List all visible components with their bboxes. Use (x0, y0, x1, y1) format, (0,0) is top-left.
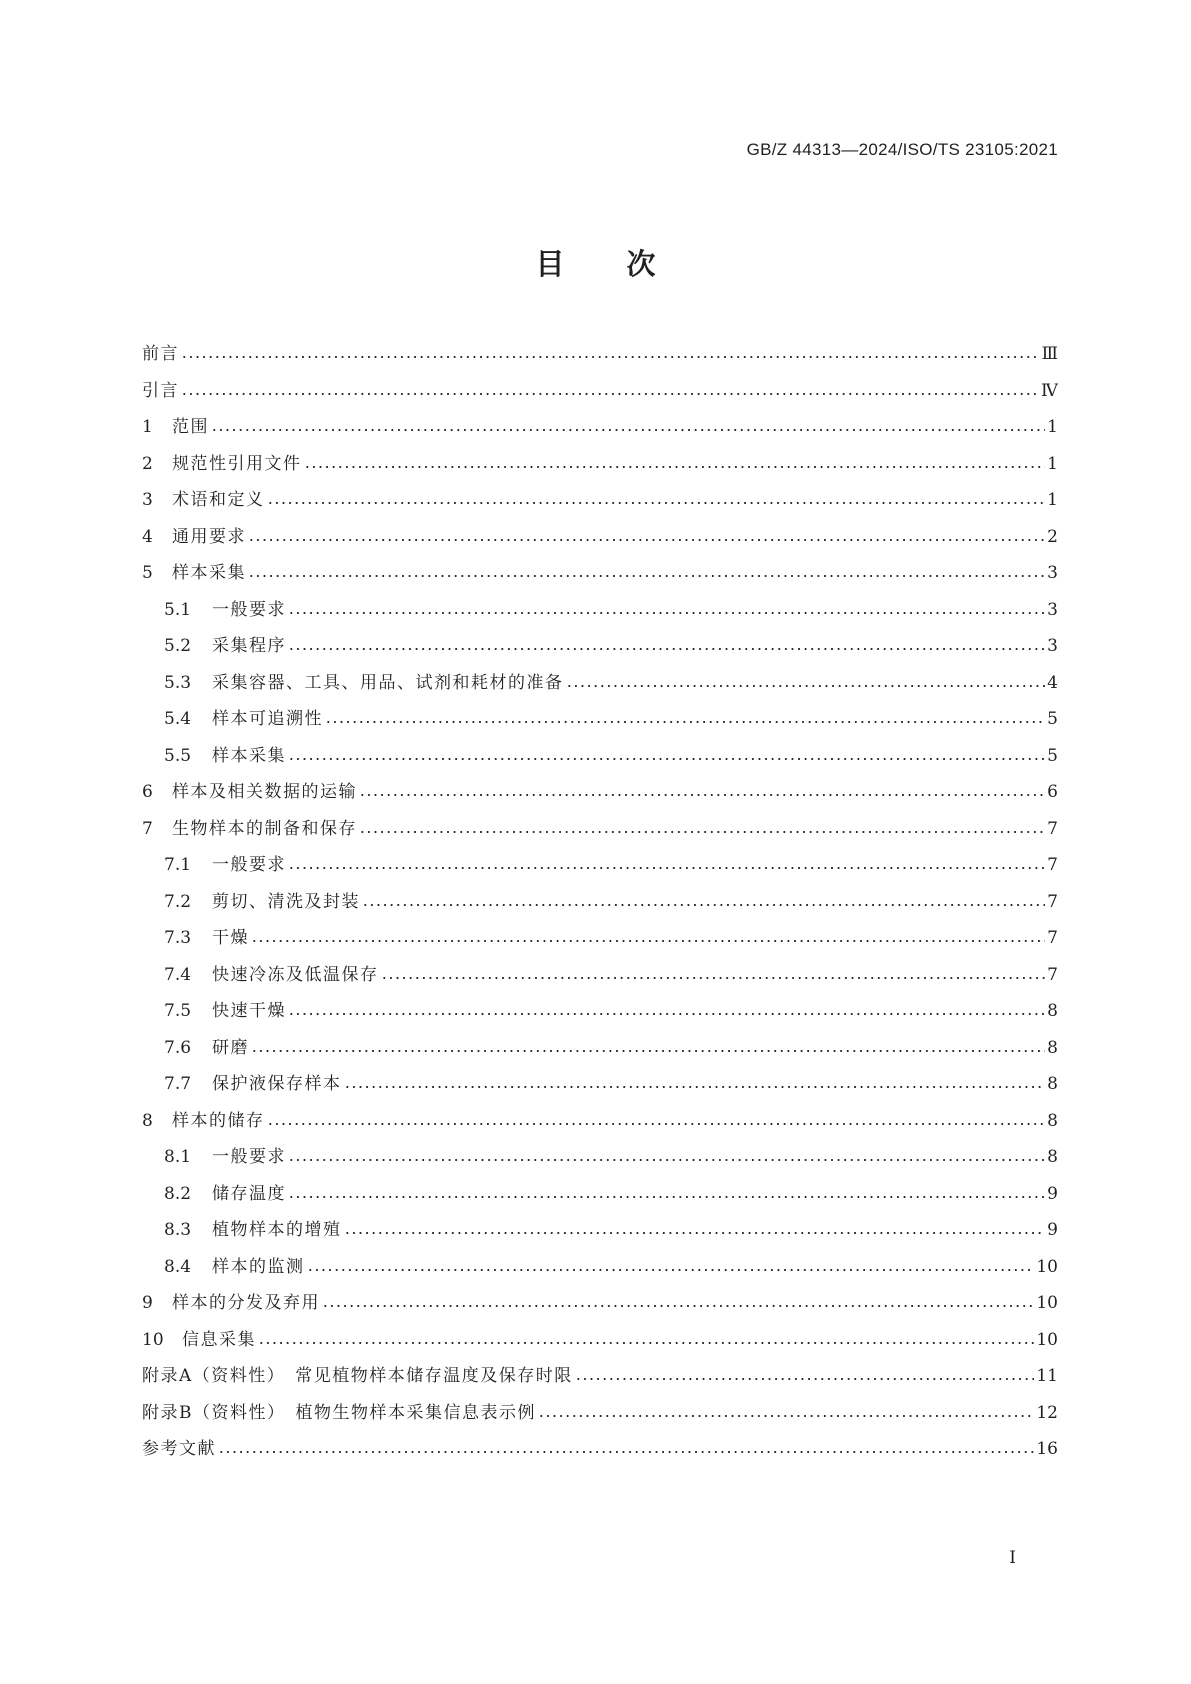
toc-entry[interactable] (142, 811, 1058, 848)
toc-entry[interactable] (142, 1066, 1058, 1103)
toc-entry[interactable] (142, 847, 1058, 884)
toc-entry[interactable] (142, 1176, 1058, 1213)
toc-entry-title: 术语和定义 (172, 490, 265, 511)
toc-entry[interactable] (142, 373, 1058, 410)
toc-entry[interactable] (142, 1249, 1058, 1286)
toc-entry-title: 样本的分发及弃用 (172, 1293, 320, 1314)
dot-leader (325, 721, 1045, 723)
toc-entry[interactable] (142, 1322, 1058, 1359)
dot-leader (381, 977, 1046, 979)
toc-entry-number: 8.2 (164, 1183, 192, 1204)
toc-entry-page: 7 (1047, 928, 1058, 949)
toc-entry-page: 5 (1047, 745, 1058, 766)
toc-entry-number: 5 (142, 563, 153, 584)
dot-leader (304, 466, 1046, 468)
dot-leader (288, 612, 1045, 614)
toc-entry-title: 信息采集 (182, 1329, 256, 1350)
toc-entry-title: 样本采集 (212, 745, 286, 766)
toc-entry-title: 规范性引用文件 (172, 453, 302, 474)
toc-entry[interactable] (142, 665, 1058, 702)
dot-leader (181, 356, 1040, 358)
toc-entry-number: 5.3 (164, 672, 192, 693)
toc-entry-page: 9 (1047, 1220, 1058, 1241)
toc-entry-page: 4 (1047, 672, 1058, 693)
toc-entry-page: 11 (1036, 1366, 1058, 1387)
dot-leader (322, 1305, 1034, 1307)
toc-entry-number: 7.4 (164, 964, 192, 985)
toc-entry-page: 8 (1047, 1147, 1058, 1168)
toc-entry-title: 剪切、清洗及封装 (212, 891, 360, 912)
toc-entry-title: 一般要求 (212, 599, 286, 620)
dot-leader (218, 1451, 1034, 1453)
toc-entry-number: 5.4 (164, 709, 192, 730)
dot-leader (248, 575, 1045, 577)
toc-entry-title: 快速干燥 (212, 1001, 286, 1022)
toc-entry[interactable] (142, 446, 1058, 483)
toc-entry[interactable] (142, 519, 1058, 556)
toc-entry-title: 附录A（资料性） 常见植物样本储存温度及保存时限 (142, 1366, 573, 1387)
toc-entry-title: 研磨 (212, 1037, 249, 1058)
toc-entry-title: 样本的储存 (172, 1110, 265, 1131)
toc-entry-title: 生物样本的制备和保存 (172, 818, 357, 839)
dot-leader (181, 393, 1039, 395)
dot-leader (288, 758, 1045, 760)
toc-entry-number: 10 (142, 1329, 164, 1350)
toc-entry[interactable] (142, 336, 1058, 373)
dot-leader (538, 1415, 1034, 1417)
dot-leader (344, 1086, 1046, 1088)
dot-leader (248, 539, 1045, 541)
toc-entry-title: 一般要求 (212, 855, 286, 876)
toc-entry[interactable] (142, 1212, 1058, 1249)
toc-entry-title: 植物样本的增殖 (212, 1220, 342, 1241)
toc-entry-title: 样本可追溯性 (212, 709, 323, 730)
dot-leader (307, 1269, 1035, 1271)
toc-entry-title: 参考文献 (142, 1439, 216, 1460)
toc-entry-page: 7 (1047, 818, 1058, 839)
toc-entry-page: 5 (1047, 709, 1058, 730)
toc-entry-page: 8 (1047, 1001, 1058, 1022)
toc-entry-number: 7.1 (164, 855, 192, 876)
toc-entry-number: 7.5 (164, 1001, 192, 1022)
table-of-contents (142, 336, 1058, 1468)
toc-entry-page: 3 (1047, 563, 1058, 584)
toc-entry-page: 10 (1036, 1329, 1058, 1350)
toc-entry[interactable] (142, 1431, 1058, 1468)
dot-leader (344, 1232, 1046, 1234)
toc-entry-title: 保护液保存样本 (212, 1074, 342, 1095)
dot-leader (288, 648, 1045, 650)
toc-entry-page: 2 (1047, 526, 1058, 547)
dot-leader (362, 904, 1045, 906)
toc-entry-page: 7 (1047, 855, 1058, 876)
toc-entry[interactable] (142, 1358, 1058, 1395)
toc-entry-page: 6 (1047, 782, 1058, 803)
dot-leader (288, 1013, 1045, 1015)
page-title: 目次 (535, 247, 718, 281)
toc-entry[interactable] (142, 409, 1058, 446)
toc-entry-number: 2 (142, 453, 153, 474)
dot-leader (288, 1196, 1045, 1198)
footer-page-number: Ⅰ (1009, 1548, 1016, 1568)
toc-entry-number: 5.2 (164, 636, 192, 657)
toc-entry[interactable] (142, 774, 1058, 811)
toc-entry-number: 7.2 (164, 891, 192, 912)
toc-entry-number: 5.1 (164, 599, 192, 620)
toc-entry-number: 5.5 (164, 745, 192, 766)
standard-code-header: GB/Z 44313—2024/ISO/TS 23105:2021 (746, 140, 1058, 159)
toc-entry[interactable] (142, 884, 1058, 921)
toc-entry-page: 16 (1036, 1439, 1058, 1460)
toc-entry-number: 4 (142, 526, 153, 547)
toc-entry-page: 7 (1047, 964, 1058, 985)
dot-leader (251, 940, 1045, 942)
toc-entry-number: 8 (142, 1110, 153, 1131)
toc-entry-title: 附录B（资料性） 植物生物样本采集信息表示例 (142, 1402, 536, 1423)
toc-entry[interactable] (142, 1395, 1058, 1432)
toc-entry-number: 8.1 (164, 1147, 192, 1168)
toc-entry-page: 3 (1047, 636, 1058, 657)
toc-entry-number: 1 (142, 417, 153, 438)
dot-leader (211, 429, 1045, 431)
toc-entry-title: 前言 (142, 344, 179, 365)
toc-entry[interactable] (142, 592, 1058, 629)
toc-entry-number: 3 (142, 490, 153, 511)
dot-leader (566, 685, 1046, 687)
toc-entry-title: 样本采集 (172, 563, 246, 584)
toc-entry[interactable] (142, 701, 1058, 738)
toc-entry[interactable] (142, 1139, 1058, 1176)
toc-entry-title: 引言 (142, 380, 179, 401)
toc-entry-page: 3 (1047, 599, 1058, 620)
toc-entry-number: 7.6 (164, 1037, 192, 1058)
toc-entry-page: 1 (1047, 490, 1058, 511)
dot-leader (267, 1123, 1046, 1125)
toc-entry-page: 8 (1047, 1037, 1058, 1058)
toc-entry-number: 6 (142, 782, 153, 803)
toc-entry-page: 8 (1047, 1074, 1058, 1095)
toc-entry-page: 1 (1047, 453, 1058, 474)
toc-entry-page: 12 (1036, 1402, 1058, 1423)
toc-entry-page: 8 (1047, 1110, 1058, 1131)
toc-entry[interactable] (142, 957, 1058, 994)
toc-entry[interactable] (142, 993, 1058, 1030)
toc-entry-page: 1 (1047, 417, 1058, 438)
dot-leader (575, 1378, 1035, 1380)
toc-entry-number: 7.7 (164, 1074, 192, 1095)
dot-leader (359, 794, 1045, 796)
dot-leader (359, 831, 1045, 833)
toc-entry-page: 10 (1036, 1293, 1058, 1314)
dot-leader (251, 1050, 1045, 1052)
toc-entry-title: 快速冷冻及低温保存 (212, 964, 379, 985)
dot-leader (267, 502, 1046, 504)
toc-entry-page: 9 (1047, 1183, 1058, 1204)
toc-entry[interactable] (142, 920, 1058, 957)
toc-entry[interactable] (142, 628, 1058, 665)
toc-entry[interactable] (142, 1285, 1058, 1322)
toc-entry-title: 采集容器、工具、用品、试剂和耗材的准备 (212, 672, 564, 693)
toc-entry-page: Ⅳ (1041, 380, 1058, 401)
toc-entry-title: 范围 (172, 417, 209, 438)
dot-leader (288, 867, 1045, 869)
toc-entry[interactable] (142, 482, 1058, 519)
toc-entry[interactable] (142, 555, 1058, 592)
toc-entry-number: 8.3 (164, 1220, 192, 1241)
toc-entry-title: 一般要求 (212, 1147, 286, 1168)
dot-leader (258, 1342, 1034, 1344)
toc-entry-title: 样本的监测 (212, 1256, 305, 1277)
dot-leader (288, 1159, 1045, 1161)
toc-entry-number: 9 (142, 1293, 153, 1314)
toc-entry-page: Ⅲ (1041, 344, 1058, 365)
toc-entry-page: 7 (1047, 891, 1058, 912)
toc-entry[interactable] (142, 738, 1058, 775)
toc-entry[interactable] (142, 1103, 1058, 1140)
toc-entry-page: 10 (1036, 1256, 1058, 1277)
toc-entry-title: 样本及相关数据的运输 (172, 782, 357, 803)
toc-entry-title: 采集程序 (212, 636, 286, 657)
toc-entry-title: 储存温度 (212, 1183, 286, 1204)
toc-entry-title: 干燥 (212, 928, 249, 949)
toc-entry-title: 通用要求 (172, 526, 246, 547)
toc-entry-number: 7 (142, 818, 153, 839)
toc-entry-number: 7.3 (164, 928, 192, 949)
toc-entry-number: 8.4 (164, 1256, 192, 1277)
toc-entry[interactable] (142, 1030, 1058, 1067)
